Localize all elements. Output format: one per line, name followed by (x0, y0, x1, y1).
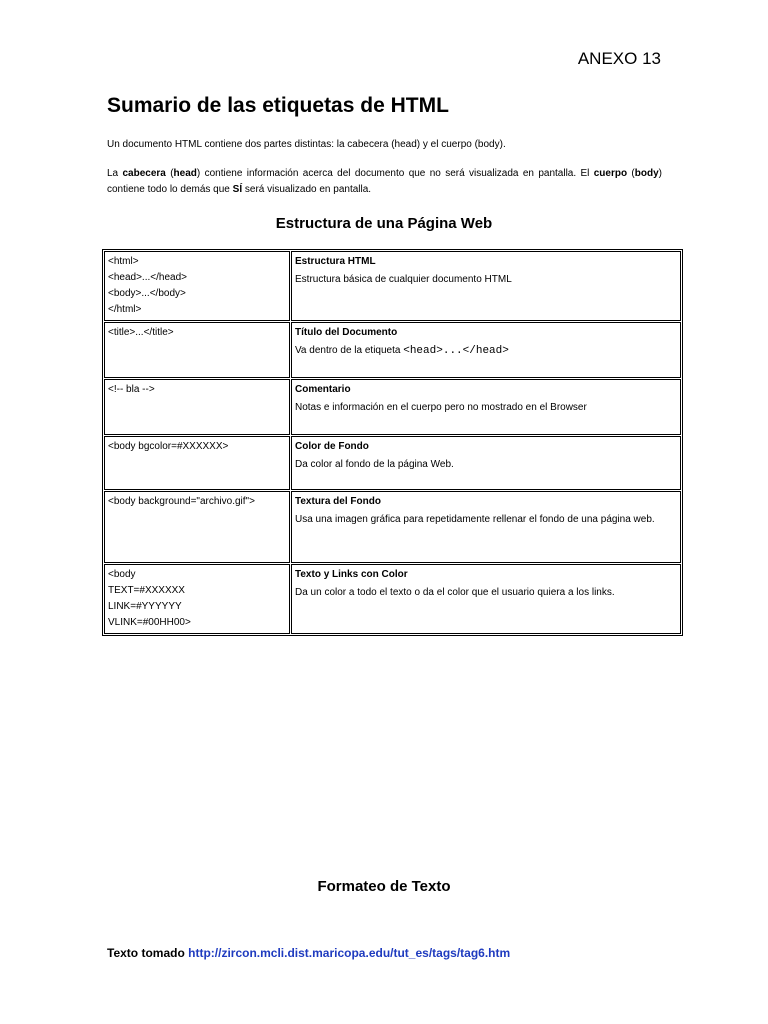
page-title: Sumario de las etiquetas de HTML (107, 94, 449, 117)
source-note: Texto tomado http://zircon.mcli.dist.maricopa.edu/tut_es/tags/tag6.htm (107, 946, 511, 960)
description-cell: Texto y Links con Color Da un color a todo el texto o da el color que el usuario quiera a los links. (291, 564, 681, 634)
code-cell: <body bgcolor=#XXXXXX> (104, 436, 290, 490)
description-cell: Comentario Notas e información en el cuerpo pero no mostrado en el Browser (291, 379, 681, 435)
section-heading-text-format: Formateo de Texto (317, 878, 451, 895)
code-cell: <html> <head>...</head> <body>...</body> </html> (104, 251, 290, 321)
table-row (104, 564, 681, 634)
description-cell: Título del Documento Va dentro de la etiqueta <head>...</head> (291, 322, 681, 378)
head-body-paragraph: La cabecera (head) contiene información acerca del documento que no será visualizada en pantalla. El cuerpo (body) contiene todo lo demás que SÍ será visualizado en pantalla. (107, 168, 662, 195)
intro-paragraph: Un documento HTML contiene dos partes distintas: la cabecera (head) y el cuerpo (body). (107, 139, 506, 150)
code-cell: <!-- bla --> (104, 379, 290, 435)
table-row (104, 436, 681, 490)
code-cell: <title>...</title> (104, 322, 290, 378)
table-row (104, 322, 681, 378)
tags-table (102, 249, 683, 636)
description-cell: Color de Fondo Da color al fondo de la página Web. (291, 436, 681, 490)
annex-number: ANEXO 13 (577, 49, 661, 68)
table-row (104, 251, 681, 321)
description-cell: Estructura HTML Estructura básica de cualquier documento HTML (291, 251, 681, 321)
table-row (104, 491, 681, 563)
source-link[interactable]: http://zircon.mcli.dist.maricopa.edu/tut_es/tags/tag6.htm (188, 946, 511, 960)
table-row (104, 379, 681, 435)
code-cell: <body TEXT=#XXXXXX LINK=#YYYYYY VLINK=#00HH00> (104, 564, 290, 634)
section-heading-structure: Estructura de una Página Web (275, 215, 493, 232)
code-cell: <body background="archivo.gif"> (104, 491, 290, 563)
description-cell: Textura del Fondo Usa una imagen gráfica para repetidamente rellenar el fondo de una página web. (291, 491, 681, 563)
